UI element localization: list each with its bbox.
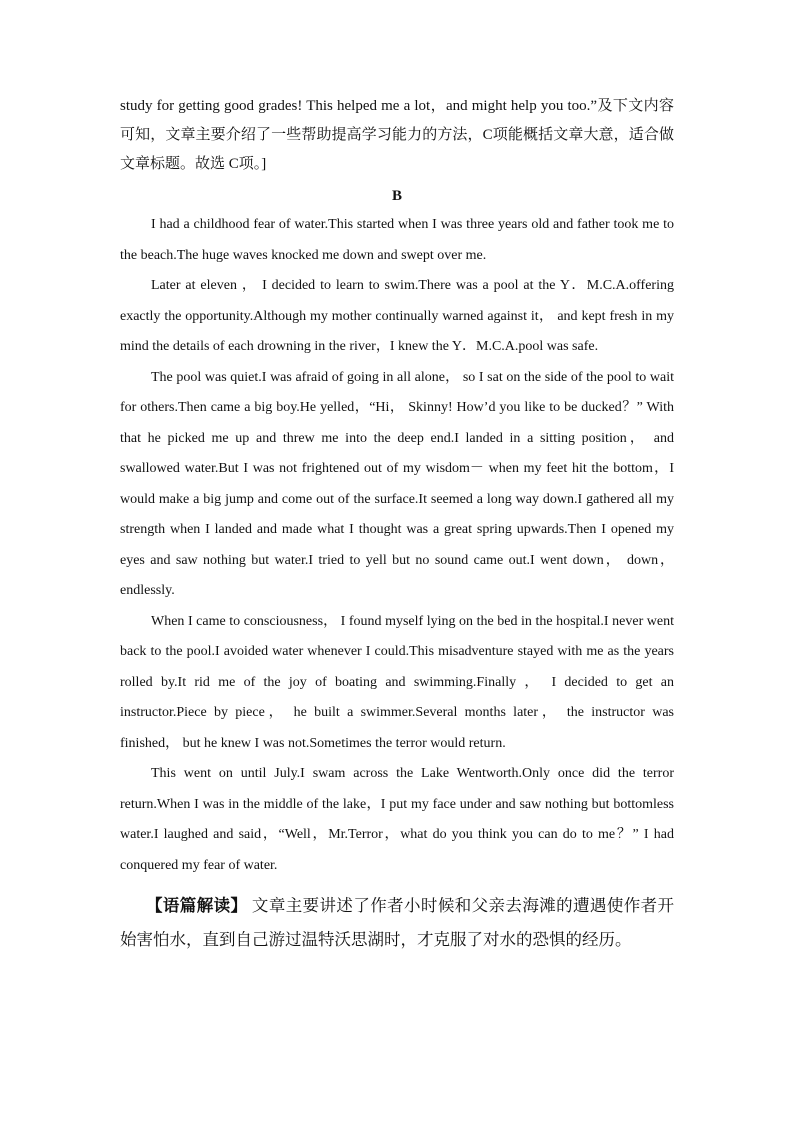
intro-paragraph: study for getting good grades! This helped me a lot，and might help you too.”及下文内容可知，文章主要介绍了一些帮助提高学习能力的方法，C项能概括文章大意，适合做文章标题。故选 C项。] xyxy=(120,98,674,172)
body-paragraph-5: This went on until July.I swam across the Lake Wentworth.Only once did the terror return.When I was in the middle of the lake，I put my face under and saw nothing but bottomless water.I laughed and said，“Well，Mr.Terror，what do you think you can do to me？” I had conquered my fear of water. xyxy=(120,766,674,873)
body-paragraph-2: Later at eleven ， I decided to learn to swim.There was a pool at the Y．M.C.A.offering exactly the opportunity.Although my mother continually warned against it， and kept fresh in my mind the details of each drowning in the river，I knew the Y．M.C.A.pool was safe. xyxy=(120,278,674,354)
analysis-label: 【语篇解读】 xyxy=(146,896,248,915)
analysis-text: 文章主要讲述了作者小时候和父亲去海滩的遭遇使作者开始害怕水，直到自己游过温特沃思湖时，才克服了对水的恐惧的经历。 xyxy=(120,896,675,949)
body-paragraph-3: The pool was quiet.I was afraid of going in all alone， so I sat on the side of the pool to wait for others.Then came a big boy.He yelled，“Hi， Skinny! How’d you like to be ducked？” With that he picked me up and threw me into the deep end.I landed in a sitting position， and swallowed water.But I was not frightened out of my wisdom－ when my feet hit the bottom，I would make a big jump and come out of the surface.It seemed a long way down.I gathered all my strength when I landed and made what I thought was a great spring upwards.Then I opened my eyes and saw nothing but water.I tried to yell but no sound came out.I went down， down， endlessly. xyxy=(120,369,674,598)
section-label: B xyxy=(391,188,402,204)
analysis-paragraph xyxy=(120,889,674,957)
document-page xyxy=(120,92,674,974)
body-paragraph-4: When I came to consciousness， I found myself lying on the bed in the hospital.I never went back to the pool.I avoided water whenever I could.This misadventure stayed with me as the years rolled by.It rid me of the joy of boating and swimming.Finally ， I decided to get an instructor.Piece by piece， he built a swimmer.Several months later， the instructor was finished， but he knew I was not.Sometimes the terror would return. xyxy=(120,613,674,751)
body-paragraph-1: I had a childhood fear of water.This started when I was three years old and father took me to the beach.The huge waves knocked me down and swept over me. xyxy=(120,217,674,263)
